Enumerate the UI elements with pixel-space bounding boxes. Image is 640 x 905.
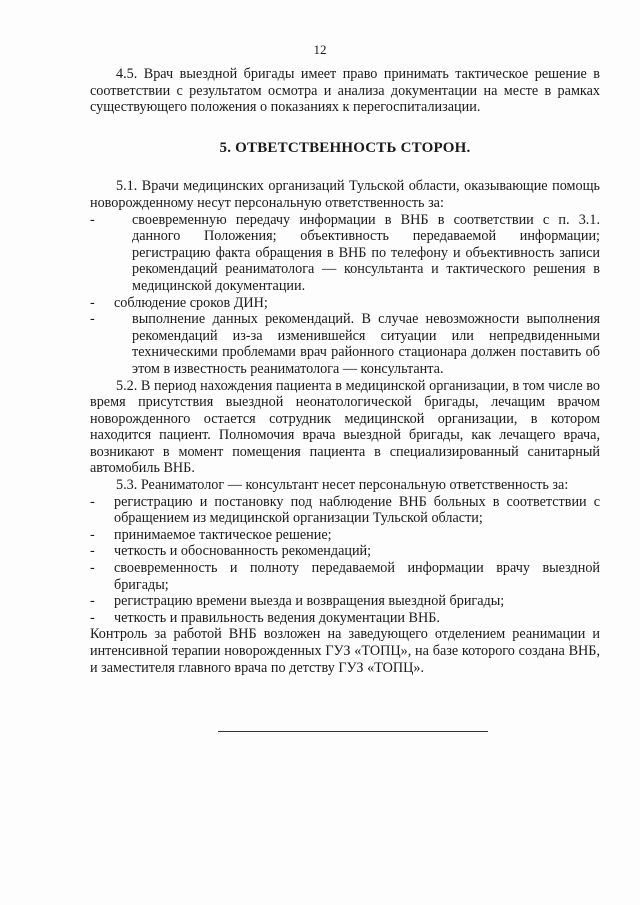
- list-item: [90, 593, 600, 610]
- list-item: [90, 543, 600, 560]
- list-item-text: четкость и обоснованность рекомендаций;: [114, 543, 372, 560]
- paragraph-5-1-intro: 5.1. Врачи медицинских организаций Тульской области, оказывающие помощь новорожденному несут персональную ответственность за:: [90, 178, 600, 211]
- list-dash: -: [90, 311, 95, 328]
- list-item: [90, 610, 600, 627]
- list-item-text: четкость и правильность ведения документации ВНБ.: [114, 609, 440, 626]
- paragraph-control: Контроль за работой ВНБ возложен на заведующего отделением реанимации и интенсивной терапии новорожденных ГУЗ «ТОПЦ», на базе которого создана ВНБ, и заместителя главного врача по детству ГУЗ «ТОПЦ».: [90, 626, 600, 676]
- list-dash: -: [90, 543, 95, 560]
- list-item-text: своевременность и полноту передаваемой информации врачу выездной бригады;: [114, 560, 600, 593]
- list-item: [90, 295, 600, 312]
- list-item-text: соблюдение сроков ДИН;: [114, 294, 268, 311]
- list-dash: -: [90, 609, 95, 626]
- paragraph-5-3-intro: 5.3. Реаниматолог — консультант несет персональную ответственность за:: [116, 477, 569, 494]
- list-dash: -: [90, 593, 95, 610]
- list-item: [90, 560, 600, 593]
- list-item-text: регистрацию времени выезда и возвращения выездной бригады;: [114, 593, 505, 610]
- list-dash: -: [90, 526, 95, 543]
- list-dash: -: [90, 211, 95, 228]
- section-heading: 5. ОТВЕТСТВЕННОСТЬ СТОРОН.: [219, 139, 471, 156]
- list-dash: -: [90, 493, 95, 510]
- paragraph-4-5: 4.5. Врач выездной бригады имеет право принимать тактическое решение в соответствии с результатом осмотра и анализа документации на месте в рамках существующего положения о показаниях к перегоспитализации.: [90, 66, 600, 116]
- list-dash: -: [90, 294, 95, 311]
- list-item-text: выполнение данных рекомендаций. В случае невозможности выполнения рекомендаций из-за изменившейся ситуации или непредвиденными техническими проблемами врач районного стационара должен поставить об этом в известность реаниматолога — консультанта.: [132, 311, 600, 377]
- list-item-text: принимаемое тактическое решение;: [114, 526, 332, 543]
- list-dash: -: [90, 560, 95, 577]
- list-item-text: регистрацию и постановку под наблюдение ВНБ больных в соответствии с обращением из медицинской организации Тульской области;: [114, 493, 600, 527]
- document-body: [90, 66, 600, 676]
- list-item-text: своевременную передачу информации в ВНБ в соответствии с п. 3.1. данного Положения; объективность передаваемой информации; регистрацию факта обращения в ВНБ по телефону и объективность записи рекомендаций реаниматолога — консультанта и тактического решения в медицинской документации.: [132, 211, 600, 294]
- list-item: [90, 527, 600, 544]
- paragraph-5-2: 5.2. В период нахождения пациента в медицинской организации, в том числе во время присутствия выездной неонатологической бригады, лечащим врачом новорожденного остается сотрудник медицинской организации, в котором находится пациент. Полномочия врача выездной бригады, как лечащего врача, возникают в момент помещения пациента в специализированный санитарный автомобиль ВНБ.: [90, 377, 600, 477]
- page-number: 12: [313, 42, 327, 57]
- list-item: [90, 311, 600, 377]
- closing-rule: [218, 731, 488, 732]
- list-item: [90, 212, 600, 295]
- list-item: [90, 494, 600, 527]
